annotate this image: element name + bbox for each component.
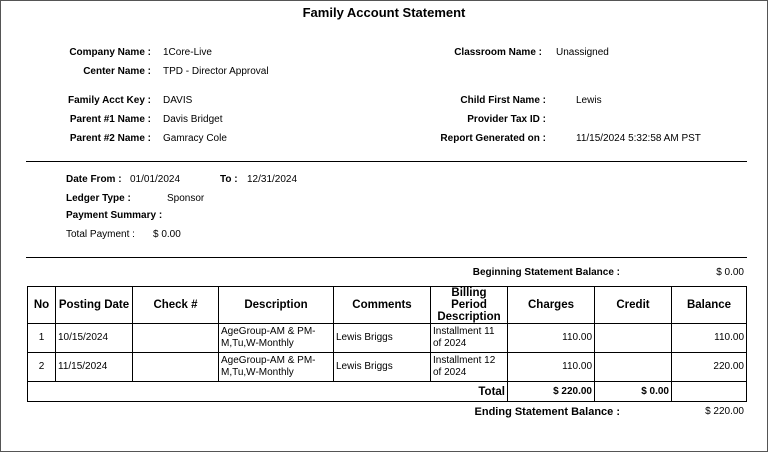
header-description: Description <box>219 287 334 324</box>
total-payment-value: $ 0.00 <box>153 229 181 240</box>
cell-comments: Lewis Briggs <box>334 324 431 353</box>
parent2-label: Parent #2 Name : <box>69 133 151 144</box>
parent1-label: Parent #1 Name : <box>69 114 151 125</box>
total-credit: $ 0.00 <box>595 382 672 402</box>
table-row <box>28 353 747 382</box>
cell-billing-period <box>431 353 508 382</box>
header-billing-line2: Description <box>437 311 501 323</box>
header-no: No <box>28 287 56 324</box>
cell-billing-line1: Installment 12 <box>433 355 496 366</box>
classroom-name-value: Unassigned <box>556 47 609 58</box>
family-acct-key-label: Family Acct Key : <box>68 95 151 106</box>
parent2-value: Gamracy Cole <box>163 133 227 144</box>
cell-no: 1 <box>28 324 56 353</box>
ledger-type-value: Sponsor <box>167 193 205 204</box>
cell-check <box>133 353 219 382</box>
header-check: Check # <box>133 287 219 324</box>
table-total-row <box>28 382 747 402</box>
total-label: Total <box>28 382 508 402</box>
total-payment-label: Total Payment : <box>66 229 135 240</box>
cell-description-line2: M,Tu,W-Monthly <box>221 367 294 378</box>
cell-description-line2: M,Tu,W-Monthly <box>221 338 294 349</box>
header-comments: Comments <box>334 287 431 324</box>
family-acct-key-value: DAVIS <box>163 95 193 106</box>
cell-billing-period <box>431 324 508 353</box>
page-title: Family Account Statement <box>302 5 466 20</box>
header-balance: Balance <box>672 287 747 324</box>
cell-comments: Lewis Briggs <box>334 353 431 382</box>
cell-balance: 220.00 <box>672 353 747 382</box>
center-name-value: TPD - Director Approval <box>163 66 269 77</box>
provider-tax-id-label: Provider Tax ID : <box>467 114 546 125</box>
header-billing-line1: Billing Period <box>451 287 487 311</box>
date-from-label: Date From : <box>66 174 122 185</box>
cell-description-line1: AgeGroup-AM & PM- <box>221 326 316 337</box>
classroom-name-label: Classroom Name : <box>454 47 542 58</box>
date-to-value: 12/31/2024 <box>247 174 298 185</box>
center-name-label: Center Name : <box>83 66 151 77</box>
table-row <box>28 324 747 353</box>
cell-charges: 110.00 <box>508 353 595 382</box>
cell-billing-line2: of 2024 <box>433 367 467 378</box>
header-billing-period <box>431 287 508 324</box>
company-name-label: Company Name : <box>69 47 151 58</box>
cell-check <box>133 324 219 353</box>
child-first-name-value: Lewis <box>576 95 602 106</box>
header-posting-date: Posting Date <box>56 287 133 324</box>
ledger-table <box>27 286 747 402</box>
total-charges: $ 220.00 <box>508 382 595 402</box>
parent1-value: Davis Bridget <box>163 114 223 125</box>
date-from-value: 01/01/2024 <box>130 174 181 185</box>
header-charges: Charges <box>508 287 595 324</box>
table-header-row <box>28 287 747 324</box>
cell-charges: 110.00 <box>508 324 595 353</box>
cell-description <box>219 324 334 353</box>
ledger-type-label: Ledger Type : <box>66 193 131 204</box>
ending-balance-label: Ending Statement Balance : <box>474 406 620 418</box>
cell-description <box>219 353 334 382</box>
beginning-balance-value: $ 0.00 <box>716 267 744 278</box>
payment-summary-label: Payment Summary : <box>66 210 163 221</box>
cell-credit <box>595 324 672 353</box>
total-balance-empty <box>672 382 747 402</box>
cell-posting-date: 11/15/2024 <box>56 353 133 382</box>
cell-billing-line1: Installment 11 <box>433 326 495 337</box>
ending-balance-value: $ 220.00 <box>705 406 744 417</box>
cell-balance: 110.00 <box>672 324 747 353</box>
company-name-value: 1Core-Live <box>163 47 212 58</box>
child-first-name-label: Child First Name : <box>460 95 546 106</box>
cell-credit <box>595 353 672 382</box>
report-generated-value: 11/15/2024 5:32:58 AM PST <box>576 133 701 144</box>
cell-description-line1: AgeGroup-AM & PM- <box>221 355 316 366</box>
cell-posting-date: 10/15/2024 <box>56 324 133 353</box>
divider <box>26 257 747 258</box>
beginning-balance-label: Beginning Statement Balance : <box>472 267 620 278</box>
header-credit: Credit <box>595 287 672 324</box>
cell-no: 2 <box>28 353 56 382</box>
report-generated-label: Report Generated on : <box>440 133 546 144</box>
divider <box>26 161 747 162</box>
date-to-label: To : <box>220 174 238 185</box>
cell-billing-line2: of 2024 <box>433 338 467 349</box>
